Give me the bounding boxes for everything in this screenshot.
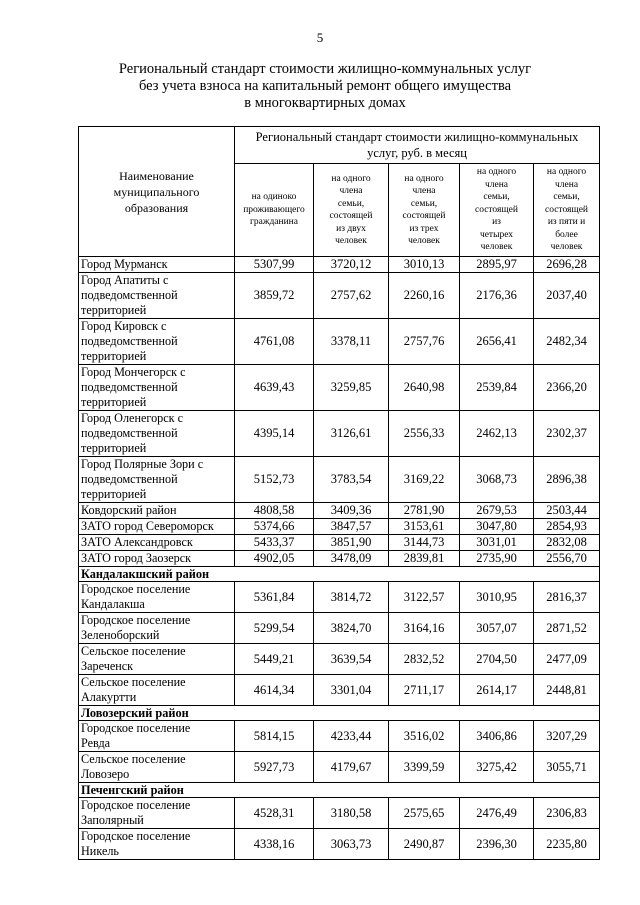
municipality-name: Сельское поселение Зареченск (79, 644, 235, 675)
section-row (79, 567, 600, 582)
cost-value: 2396,30 (460, 829, 534, 860)
table-row (79, 457, 600, 503)
section-title: Кандалакшский район (79, 567, 600, 582)
municipality-name: ЗАТО город Заозерск (79, 551, 235, 567)
cost-value: 2711,17 (389, 675, 460, 706)
cost-value: 4902,05 (235, 551, 314, 567)
cost-value: 2896,38 (534, 457, 600, 503)
municipality-name: Городское поселение Зеленоборский (79, 613, 235, 644)
cost-value: 3126,61 (314, 411, 389, 457)
table-row (79, 675, 600, 706)
table-row (79, 535, 600, 551)
cost-value: 2462,13 (460, 411, 534, 457)
cost-value: 2539,84 (460, 365, 534, 411)
cost-value: 2832,08 (534, 535, 600, 551)
header-sub-column: на одного члена семьи, состоящей из четырех человек (460, 164, 534, 257)
cost-value: 3814,72 (314, 582, 389, 613)
cost-value: 2656,41 (460, 319, 534, 365)
cost-value: 2854,93 (534, 519, 600, 535)
municipality-name: Городское поселение Кандалакша (79, 582, 235, 613)
cost-value: 3859,72 (235, 273, 314, 319)
cost-value: 3851,90 (314, 535, 389, 551)
municipality-name: Город Оленегорск с подведомственной территорией (79, 411, 235, 457)
table-row (79, 273, 600, 319)
cost-value: 3057,07 (460, 613, 534, 644)
cost-value: 5814,15 (235, 721, 314, 752)
table-row (79, 752, 600, 783)
header-municipality: Наименование муниципального образования (79, 127, 235, 257)
cost-value: 4179,67 (314, 752, 389, 783)
cost-value: 4233,44 (314, 721, 389, 752)
cost-value: 3378,11 (314, 319, 389, 365)
municipality-name: Городское поселение Никель (79, 829, 235, 860)
cost-value: 2696,28 (534, 257, 600, 273)
table-row (79, 582, 600, 613)
cost-value: 2503,44 (534, 503, 600, 519)
cost-value: 4614,34 (235, 675, 314, 706)
cost-value: 2302,37 (534, 411, 600, 457)
cost-value: 2556,70 (534, 551, 600, 567)
cost-value: 3153,61 (389, 519, 460, 535)
title-line: без учета взноса на капитальный ремонт общего имущества (138, 78, 512, 94)
cost-value: 2735,90 (460, 551, 534, 567)
cost-value: 2781,90 (389, 503, 460, 519)
cost-standard-table (78, 126, 600, 860)
cost-value: 2366,20 (534, 365, 600, 411)
cost-value: 3406,86 (460, 721, 534, 752)
cost-value: 3010,95 (460, 582, 534, 613)
cost-value: 3144,73 (389, 535, 460, 551)
header-sub-column: на одного члена семьи, состоящей из пяти и более человек (534, 164, 600, 257)
cost-value: 3275,42 (460, 752, 534, 783)
cost-value: 3169,22 (389, 457, 460, 503)
cost-value: 3516,02 (389, 721, 460, 752)
cost-value: 2704,50 (460, 644, 534, 675)
municipality-name: Город Кировск с подведомственной территорией (79, 319, 235, 365)
cost-value: 4761,08 (235, 319, 314, 365)
cost-value: 2037,40 (534, 273, 600, 319)
table-row (79, 551, 600, 567)
municipality-name: Сельское поселение Алакуртти (79, 675, 235, 706)
cost-value: 3055,71 (534, 752, 600, 783)
cost-value: 3180,58 (314, 798, 389, 829)
municipality-name: ЗАТО город Североморск (79, 519, 235, 535)
cost-value: 3122,57 (389, 582, 460, 613)
cost-value: 5299,54 (235, 613, 314, 644)
cost-value: 2757,62 (314, 273, 389, 319)
cost-value: 4338,16 (235, 829, 314, 860)
cost-value: 2482,34 (534, 319, 600, 365)
section-title: Печенгский район (79, 783, 600, 798)
cost-value: 5152,73 (235, 457, 314, 503)
municipality-name: Город Полярные Зори с подведомственной территорией (79, 457, 235, 503)
cost-value: 3259,85 (314, 365, 389, 411)
cost-value: 2448,81 (534, 675, 600, 706)
cost-value: 2176,36 (460, 273, 534, 319)
municipality-name: Город Мурманск (79, 257, 235, 273)
cost-value: 5449,21 (235, 644, 314, 675)
cost-value: 4395,14 (235, 411, 314, 457)
cost-value: 5361,84 (235, 582, 314, 613)
table-row (79, 721, 600, 752)
cost-value: 3824,70 (314, 613, 389, 644)
cost-value: 3031,01 (460, 535, 534, 551)
cost-value: 3847,57 (314, 519, 389, 535)
cost-value: 4808,58 (235, 503, 314, 519)
cost-value: 2556,33 (389, 411, 460, 457)
cost-value: 2871,52 (534, 613, 600, 644)
table-row (79, 829, 600, 860)
municipality-name: Городское поселение Заполярный (79, 798, 235, 829)
table-row (79, 365, 600, 411)
cost-value: 2839,81 (389, 551, 460, 567)
cost-value: 2757,76 (389, 319, 460, 365)
table-row (79, 519, 600, 535)
cost-value: 3068,73 (460, 457, 534, 503)
cost-value: 3399,59 (389, 752, 460, 783)
cost-value: 2679,53 (460, 503, 534, 519)
cost-value: 2895,97 (460, 257, 534, 273)
cost-value: 3478,09 (314, 551, 389, 567)
section-row (79, 783, 600, 798)
cost-value: 2816,37 (534, 582, 600, 613)
cost-value: 3063,73 (314, 829, 389, 860)
header-sub-column: на одного члена семьи, состоящей из трех человек (389, 164, 460, 257)
cost-value: 2490,87 (389, 829, 460, 860)
cost-value: 5433,37 (235, 535, 314, 551)
cost-value: 2260,16 (389, 273, 460, 319)
cost-value: 3301,04 (314, 675, 389, 706)
municipality-name: ЗАТО Александровск (79, 535, 235, 551)
header-sub-column: на одного члена семьи, состоящей из двух человек (314, 164, 389, 257)
cost-value: 2306,83 (534, 798, 600, 829)
cost-value: 3639,54 (314, 644, 389, 675)
title-line: в многоквартирных домах (244, 95, 406, 111)
cost-value: 4639,43 (235, 365, 314, 411)
municipality-name: Ковдорский район (79, 503, 235, 519)
cost-value: 2832,52 (389, 644, 460, 675)
cost-value: 3010,13 (389, 257, 460, 273)
cost-value: 2235,80 (534, 829, 600, 860)
municipality-name: Город Мончегорск с подведомственной территорией (79, 365, 235, 411)
header-sub-column: на одиноко проживающего гражданина (235, 164, 314, 257)
cost-value: 3720,12 (314, 257, 389, 273)
cost-value: 5927,73 (235, 752, 314, 783)
cost-value: 3164,16 (389, 613, 460, 644)
cost-value: 2614,17 (460, 675, 534, 706)
section-row (79, 706, 600, 721)
title-line: Региональный стандарт стоимости жилищно-коммунальных услуг (118, 61, 532, 77)
cost-value: 3047,80 (460, 519, 534, 535)
cost-value: 2575,65 (389, 798, 460, 829)
municipality-name: Сельское поселение Ловозеро (79, 752, 235, 783)
cost-value: 5307,99 (235, 257, 314, 273)
page-number: 5 (316, 30, 324, 45)
cost-value: 5374,66 (235, 519, 314, 535)
table-row (79, 319, 600, 365)
cost-value: 2640,98 (389, 365, 460, 411)
cost-value: 4528,31 (235, 798, 314, 829)
municipality-name: Город Апатиты с подведомственной территорией (79, 273, 235, 319)
section-title: Ловозерский район (79, 706, 600, 721)
header-group-title: Региональный стандарт стоимости жилищно-коммунальных услуг, руб. в месяц (235, 127, 600, 164)
cost-value: 3783,54 (314, 457, 389, 503)
document-title (100, 61, 550, 112)
cost-value: 2476,49 (460, 798, 534, 829)
table-row (79, 644, 600, 675)
table-row (79, 613, 600, 644)
table-row (79, 257, 600, 273)
municipality-name: Городское поселение Ревда (79, 721, 235, 752)
cost-value: 3207,29 (534, 721, 600, 752)
table-row (79, 411, 600, 457)
cost-value: 2477,09 (534, 644, 600, 675)
table-row (79, 798, 600, 829)
cost-value: 3409,36 (314, 503, 389, 519)
table-row (79, 503, 600, 519)
